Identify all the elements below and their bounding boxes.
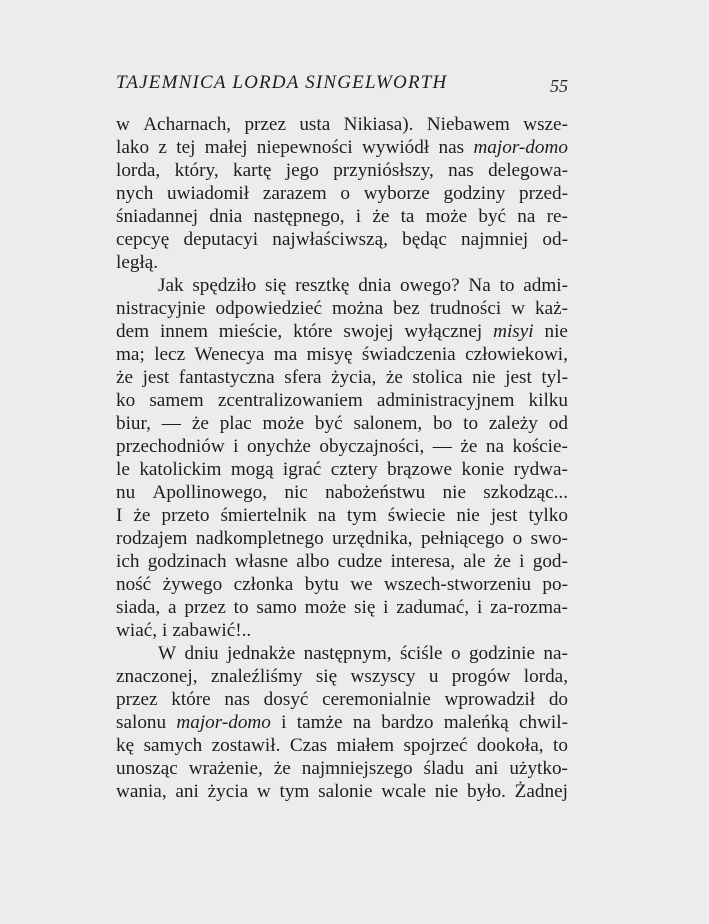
word: admi-: [523, 275, 568, 296]
text-line: [116, 504, 568, 527]
text-line-content: [116, 412, 568, 435]
word: od-: [542, 229, 568, 250]
word: śladu: [423, 758, 464, 779]
word: może: [425, 206, 468, 227]
word: najmniejszego: [301, 758, 413, 779]
word: ma: [273, 344, 298, 365]
word: progów: [451, 666, 511, 687]
word: że: [460, 436, 478, 457]
word: ani: [474, 758, 499, 779]
word: że: [273, 758, 291, 779]
word: odpowiedzieć: [215, 298, 323, 319]
text-line-content: [116, 136, 568, 159]
italic-word: major-domo: [473, 137, 568, 158]
word: znaleźliśmy: [210, 666, 303, 687]
word: miałem: [336, 735, 395, 756]
text-line-content: [116, 435, 568, 458]
word: następnego,: [253, 206, 345, 227]
word: można: [332, 298, 384, 319]
word: nie: [442, 482, 466, 503]
word: tyl-: [541, 367, 568, 388]
word: wywiódł: [362, 137, 430, 158]
italic-word: misyi: [493, 321, 534, 342]
word: jest: [490, 505, 518, 526]
word: nas: [224, 689, 250, 710]
word: zarazem: [262, 183, 327, 204]
text-line-content: [116, 527, 568, 550]
word: wania,: [116, 781, 167, 802]
word: szkodząc...: [483, 482, 568, 503]
word: wprowadził: [444, 689, 536, 710]
word: jednakże: [227, 643, 296, 664]
word: życia: [207, 781, 249, 802]
word: że: [372, 206, 390, 227]
word: administracyjnem: [376, 390, 515, 411]
word: własne: [234, 551, 289, 572]
word: członka: [233, 574, 294, 595]
text-line-content: [116, 711, 568, 734]
word: godzinie: [468, 643, 536, 664]
text-line: [116, 688, 568, 711]
word: lorda,: [116, 160, 161, 181]
word: usta: [299, 114, 331, 135]
word: przez: [184, 597, 226, 618]
word: uwiadomił: [167, 183, 250, 204]
word: z: [158, 137, 167, 158]
word: dnia: [209, 206, 243, 227]
word: może: [304, 597, 347, 618]
word: brązowe: [387, 459, 453, 480]
word: każ-: [534, 298, 568, 319]
word: i: [477, 597, 483, 618]
word: o: [450, 643, 461, 664]
page-number: 55: [550, 76, 568, 96]
word: Żadnej: [514, 781, 568, 802]
word: bez: [393, 298, 420, 319]
word: Na: [468, 275, 491, 296]
word: za-rozma-: [490, 597, 568, 618]
word: nabożeństwu: [325, 482, 426, 503]
word: jest: [505, 367, 532, 388]
word: lecz: [154, 344, 186, 365]
word: że: [116, 367, 134, 388]
text-line: [116, 274, 568, 297]
text-line: [116, 228, 568, 251]
word: i: [281, 712, 287, 733]
word: nadkompletnego: [195, 528, 324, 549]
word: dookoła,: [476, 735, 544, 756]
word: śmiertelnik: [220, 505, 307, 526]
word: cepcyę: [116, 229, 170, 250]
word: to: [233, 597, 249, 618]
word: we: [350, 574, 373, 595]
word: tej: [176, 137, 196, 158]
word: to: [499, 275, 515, 296]
word: nu: [116, 482, 136, 503]
text-line-content: [116, 228, 568, 251]
text-line: [116, 550, 568, 573]
text-line: [116, 527, 568, 550]
word: i: [233, 436, 239, 457]
word: Apollinowego,: [152, 482, 268, 503]
text-line-content: [158, 642, 568, 665]
word: dem: [116, 321, 150, 342]
text-line-content: [116, 205, 568, 228]
text-line-content: [116, 182, 568, 205]
text-line: [116, 159, 568, 182]
text-line-content: [116, 458, 568, 481]
word: samych: [143, 735, 203, 756]
word: salonem,: [353, 413, 423, 434]
text-line-content: [116, 596, 568, 619]
word: śniadannej: [116, 206, 199, 227]
word: katolickim: [139, 459, 222, 480]
text-line-content: [116, 251, 568, 274]
word: misyę: [306, 344, 353, 365]
word: i: [383, 597, 389, 618]
running-title: TAJEMNICA LORDA SINGELWORTH: [116, 72, 448, 93]
word: żywego: [162, 574, 223, 595]
text-line: [116, 136, 568, 159]
word: rydwa-: [513, 459, 568, 480]
word: nie: [544, 321, 568, 342]
word: że: [385, 367, 403, 388]
text-line: [116, 182, 568, 205]
word: mogą: [230, 459, 274, 480]
word: biur,: [116, 413, 151, 434]
word: albo: [296, 551, 330, 572]
word: resztkę: [295, 275, 350, 296]
word: jego: [285, 160, 319, 181]
word: rodzajem: [116, 528, 188, 549]
word: igrać: [282, 459, 322, 480]
word: będąc: [402, 229, 447, 250]
word: i: [519, 551, 525, 572]
text-line-content: [158, 274, 568, 297]
word: ta: [400, 206, 415, 227]
word: bytu: [304, 574, 339, 595]
word: godzinach: [147, 551, 227, 572]
text-line: [116, 596, 568, 619]
word: życia,: [331, 367, 377, 388]
word: cudze: [337, 551, 383, 572]
word: samo: [256, 597, 297, 618]
text-line-content: [116, 550, 568, 573]
text-line-content: [116, 343, 568, 366]
word: człowiekowi,: [465, 344, 568, 365]
word: może: [262, 413, 305, 434]
word: mieście,: [218, 321, 283, 342]
word: niepewności: [256, 137, 353, 158]
word: przyniósłszy,: [333, 160, 434, 181]
text-line-content: [116, 734, 568, 757]
word: a: [168, 597, 177, 618]
text-line-content: [116, 573, 568, 596]
word: godziny: [443, 183, 506, 204]
word: o: [512, 528, 523, 549]
text-line: [116, 665, 568, 688]
word: że: [493, 551, 511, 572]
word: na: [352, 712, 371, 733]
word: na: [317, 505, 336, 526]
text-line-content: [116, 481, 568, 504]
text-line-content: [116, 113, 568, 136]
word: to: [463, 413, 479, 434]
word: W: [158, 643, 177, 664]
word: najmniej: [461, 229, 529, 250]
word: nie: [472, 367, 496, 388]
text-line-content: [116, 619, 568, 642]
word: na: [485, 436, 505, 457]
word: konie: [461, 459, 505, 480]
word: urzędnika,: [332, 528, 413, 549]
text-line: [116, 619, 568, 642]
word: nic: [284, 482, 308, 503]
word: znaczonej,: [116, 666, 198, 687]
text-line: [116, 573, 568, 596]
word: maleńką: [443, 712, 509, 733]
word: u: [428, 666, 439, 687]
word: ko: [116, 390, 136, 411]
word: wyborze: [363, 183, 430, 204]
word: użytko-: [509, 758, 568, 779]
word: owego?: [400, 275, 460, 296]
word: wszyscy: [350, 666, 416, 687]
word: dosyć: [263, 689, 309, 710]
body-text: [116, 113, 568, 803]
word: ich: [116, 551, 140, 572]
word: zostawił.: [211, 735, 281, 756]
running-head: [116, 72, 568, 98]
text-line: [116, 734, 568, 757]
word: zależy: [488, 413, 538, 434]
word: siada,: [116, 597, 161, 618]
word: koście-: [512, 436, 568, 457]
word: —: [161, 413, 181, 434]
italic-word: major-domo: [176, 712, 271, 733]
word: świecie: [387, 505, 446, 526]
word: obyczajności,: [319, 436, 425, 457]
word: ległą.: [116, 252, 159, 273]
word: na: [517, 206, 536, 227]
text-line: [116, 481, 568, 504]
word: zcentralizowaniem: [217, 390, 363, 411]
word: wrażenie,: [188, 758, 263, 779]
word: ani: [175, 781, 199, 802]
word: wiać,: [116, 620, 158, 641]
word: się: [265, 275, 287, 296]
word: onychże: [246, 436, 311, 457]
text-line-content: [116, 665, 568, 688]
word: być: [478, 206, 507, 227]
word: —: [432, 436, 452, 457]
word: spojrzeć: [403, 735, 468, 756]
text-line-content: [116, 780, 568, 803]
text-line-content: [116, 389, 568, 412]
word: I: [116, 505, 123, 526]
word: ceremonialnie: [322, 689, 431, 710]
text-line: [116, 412, 568, 435]
word: ma;: [116, 344, 145, 365]
word: Jak: [158, 275, 184, 296]
word: małej: [204, 137, 248, 158]
text-line: [116, 297, 568, 320]
text-line: [116, 205, 568, 228]
word: wcale: [381, 781, 426, 802]
word: nie: [456, 505, 480, 526]
word: nistracyjnie: [116, 298, 206, 319]
word: nas: [438, 137, 465, 158]
text-line: [116, 389, 568, 412]
word: trudności: [429, 298, 502, 319]
word: salonu: [116, 712, 167, 733]
word: bo: [433, 413, 453, 434]
word: swojej: [343, 321, 394, 342]
word: dniu: [184, 643, 219, 664]
word: świadczenia: [361, 344, 456, 365]
word: się: [315, 666, 338, 687]
word: ale: [463, 551, 486, 572]
word: który,: [174, 160, 219, 181]
word: jest: [142, 367, 170, 388]
word: od: [548, 413, 568, 434]
word: że: [191, 413, 209, 434]
word: god-: [532, 551, 568, 572]
word: to: [552, 735, 568, 756]
text-line-content: [116, 159, 568, 182]
word: plac: [219, 413, 252, 434]
text-line: [116, 757, 568, 780]
text-line: [116, 780, 568, 803]
text-line: [116, 320, 568, 343]
text-line: [116, 458, 568, 481]
word: być: [314, 413, 343, 434]
word: ściśle: [399, 643, 443, 664]
word: przez: [116, 689, 158, 710]
word: zabawić!..: [172, 620, 252, 641]
word: w: [511, 298, 525, 319]
word: że: [133, 505, 151, 526]
word: dnia: [358, 275, 392, 296]
text-line-content: [116, 688, 568, 711]
word: które: [171, 689, 211, 710]
word: cztery: [330, 459, 378, 480]
word: przed-: [519, 183, 568, 204]
word: tym: [346, 505, 377, 526]
text-line-content: [116, 297, 568, 320]
word: Nikiasa).: [343, 114, 414, 135]
word: i: [162, 620, 168, 641]
word: re-: [546, 206, 568, 227]
word: i: [355, 206, 362, 227]
text-line: [116, 366, 568, 389]
word: do: [548, 689, 568, 710]
word: kę: [116, 735, 135, 756]
word: swo-: [530, 528, 568, 549]
word: nie: [434, 781, 459, 802]
word: wsze-: [523, 114, 568, 135]
text-line-content: [116, 757, 568, 780]
word: sfera: [284, 367, 322, 388]
word: Wenecya: [194, 344, 265, 365]
word: lako: [116, 137, 150, 158]
word: po-: [542, 574, 568, 595]
word: fantastyczna: [178, 367, 275, 388]
word: następnym,: [303, 643, 392, 664]
word: salonie: [318, 781, 373, 802]
word: samem: [149, 390, 204, 411]
word: tylko: [528, 505, 568, 526]
word: deputacyi: [183, 229, 259, 250]
word: wszech-stworzeniu: [383, 574, 532, 595]
text-line: [116, 711, 568, 734]
word: w: [256, 781, 271, 802]
word: nas: [448, 160, 474, 181]
word: chwil-: [518, 712, 568, 733]
word: przez: [244, 114, 286, 135]
text-line: [116, 251, 568, 274]
word: w: [116, 114, 130, 135]
word: przechodniów: [116, 436, 225, 457]
word: unosząc: [116, 758, 178, 779]
word: się: [354, 597, 376, 618]
word: Acharnach,: [143, 114, 232, 135]
word: delegowa-: [488, 160, 568, 181]
word: przeto: [161, 505, 210, 526]
word: kilku: [528, 390, 568, 411]
word: kartę: [233, 160, 272, 181]
word: stolica: [412, 367, 463, 388]
text-line: [116, 642, 568, 665]
word: na-: [543, 643, 568, 664]
text-line-content: [116, 366, 568, 389]
word: najwłaściwszą,: [272, 229, 388, 250]
word: tym: [279, 781, 310, 802]
word: pełniącego: [421, 528, 505, 549]
word: spędziło: [192, 275, 257, 296]
word: nych: [116, 183, 154, 204]
word: ność: [116, 574, 152, 595]
word: było.: [466, 781, 506, 802]
word: Niebawem: [426, 114, 510, 135]
word: le: [116, 459, 130, 480]
word: innem: [159, 321, 208, 342]
word: lorda,: [523, 666, 568, 687]
word: Czas: [289, 735, 328, 756]
word: które: [293, 321, 333, 342]
text-line: [116, 113, 568, 136]
text-line-content: [116, 320, 568, 343]
text-line: [116, 435, 568, 458]
word: o: [340, 183, 350, 204]
word: tamże: [296, 712, 343, 733]
word: wyłącznej: [404, 321, 483, 342]
word: interesa,: [390, 551, 456, 572]
text-line-content: [116, 504, 568, 527]
text-line: [116, 343, 568, 366]
word: zadumać,: [396, 597, 470, 618]
word: bardzo: [381, 712, 434, 733]
